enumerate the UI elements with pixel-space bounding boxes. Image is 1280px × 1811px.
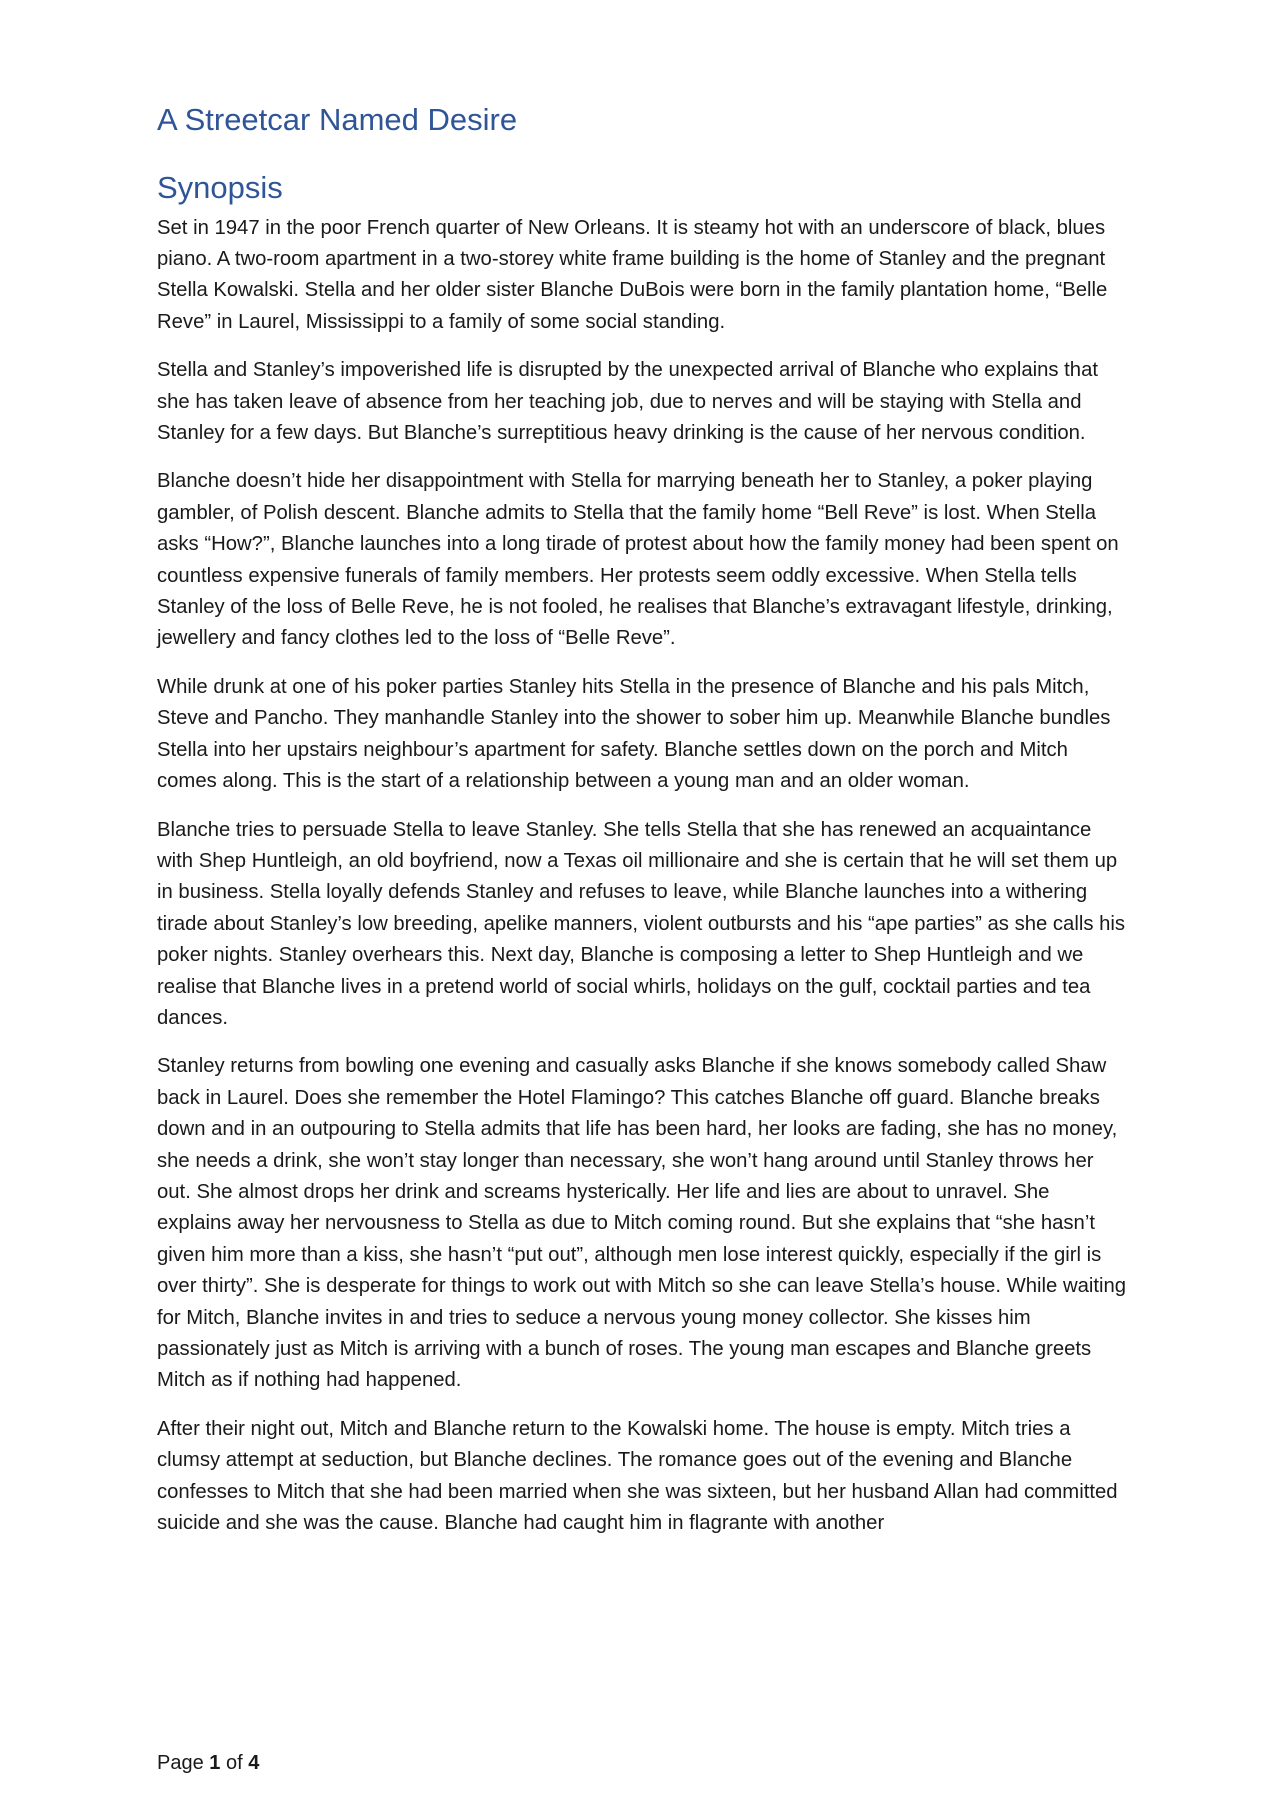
paragraph: Blanche tries to persuade Stella to leave Stanley. She tells Stella that she has renewed an acquaintance with Shep Huntleigh, an old boyfriend, now a Texas oil millionaire and she is certain that he will set them up in business. Stella loyally defends Stanley and refuses to leave, while Blanche launches into a withering tirade about Stanley’s low breeding, apelike manners, violent outbursts and his “ape parties” as she calls his poker nights. Stanley overhears this. Next day, Blanche is composing a letter to Shep Huntleigh and we realise that Blanche lives in a pretend world of social whirls, holidays on the gulf, cocktail parties and tea dances.	[157, 818, 1126, 1029]
section-heading-synopsis: Synopsis	[157, 170, 283, 206]
document-body	[157, 100, 1127, 1556]
document-title: A Streetcar Named Desire	[157, 102, 518, 137]
paragraph: Stella and Stanley’s impoverished life is disrupted by the unexpected arrival of Blanche who explains that she has taken leave of absence from her teaching job, due to nerves and will be staying with Stella and Stanley for a few days. But Blanche’s surreptitious heavy drinking is the cause of her nervous condition.	[157, 359, 1098, 445]
paragraph: Blanche doesn’t hide her disappointment with Stella for marrying beneath her to Stanley, a poker playing gambler, of Polish descent. Blanche admits to Stella that the family home “Bell Reve” is lost. When Stella asks “How?”, Blanche launches into a long tirade of protest about how the family money had been spent on countless expensive funerals of family members. Her protests seem oddly excessive. When Stella tells Stanley of the loss of Belle Reve, he is not fooled, he realises that Blanche’s extravagant lifestyle, drinking, jewellery and fancy clothes led to the loss of “Belle Reve”.	[157, 470, 1119, 650]
page-footer	[157, 1752, 259, 1775]
total-pages-number: 4	[248, 1752, 260, 1774]
paragraph: While drunk at one of his poker parties Stanley hits Stella in the presence of Blanche and his pals Mitch, Steve and Pancho. They manhandle Stanley into the shower to sober him up. Meanwhile Blanche bundles Stella into her upstairs neighbour’s apartment for safety. Blanche settles down on the porch and Mitch comes along. This is the start of a relationship between a young man and an older woman.	[157, 675, 1111, 793]
paragraph: Set in 1947 in the poor French quarter of New Orleans. It is steamy hot with an underscore of black, blues piano. A two-room apartment in a two-storey white frame building is the home of Stanley and the pregnant Stella Kowalski. Stella and her older sister Blanche DuBois were born in the family plantation home, “Belle Reve” in Laurel, Mississippi to a family of some social standing.	[157, 216, 1108, 333]
current-page-number: 1	[209, 1752, 221, 1774]
paragraph: After their night out, Mitch and Blanche return to the Kowalski home. The house is empty. Mitch tries a clumsy attempt at seduction, but Blanche declines. The romance goes out of the evening and Blanche confesses to Mitch that she had been married when she was sixteen, but her husband Allan had committed suicide and she was the cause. Blanche had caught him in flagrante with another	[157, 1417, 1118, 1535]
page-label: Page	[157, 1752, 204, 1774]
paragraph: Stanley returns from bowling one evening and casually asks Blanche if she knows somebody called Shaw back in Laurel. Does she remember the Hotel Flamingo? This catches Blanche off guard. Blanche breaks down and in an outpouring to Stella admits that life has been hard, her looks are fading, she has no money, she needs a drink, she won’t stay longer than necessary, she won’t hang around until Stanley throws her out. She almost drops her drink and screams hysterically. Her life and lies are about to unravel. She explains away her nervousness to Stella as due to Mitch coming round. But she explains that “she hasn’t given him more than a kiss, she hasn’t “put out”, although men lose interest quickly, especially if the girl is over thirty”. She is desperate for things to work out with Mitch so she can leave Stella’s house. While waiting for Mitch, Blanche invites in and tries to seduce a nervous young money collector. She kisses him passionately just as Mitch is arriving with a bunch of roses. The young man escapes and Blanche greets Mitch as if nothing had happened.	[157, 1055, 1127, 1392]
of-label: of	[225, 1752, 243, 1774]
